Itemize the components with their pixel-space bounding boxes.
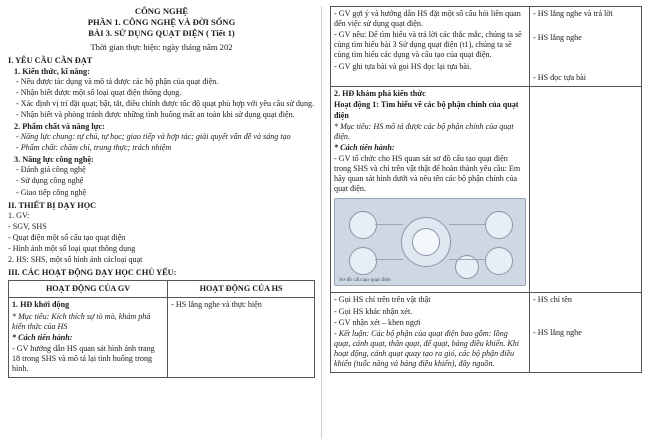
teacher-activity-cell [9, 298, 168, 378]
activity-heading: 2. HĐ khám phá kiến thức [334, 89, 426, 99]
activity-step: - GV tổ chức cho HS quan sát sơ đồ cấu tạo quạt điện trong SHS và chỉ trên vật thật để hoàn thành yêu cầu: Em hãy quan sát hình dưới và nêu tên các bộ phận chính của quạt điện. [334, 153, 521, 194]
callout-line [375, 259, 403, 260]
student-step: - HS chỉ tên [533, 295, 572, 305]
activity-heading: 1. HĐ khởi động [12, 300, 70, 310]
activity-procedure-label: * Cách tiến hành: [334, 142, 395, 152]
techcompetence-item: - Sử dụng công nghệ [16, 176, 84, 186]
table-header-row [9, 281, 315, 298]
teacher-activity-cell [331, 293, 530, 373]
activities-table-continued [330, 6, 642, 373]
equipment-item: 1. GV: [8, 210, 30, 220]
activity-step: - GV nhận xét – khen ngợi [334, 317, 421, 327]
activity-step: - GV hướng dẫn HS quan sát hình ảnh trang 18 trong SHS và mô tả lại tình huống trong hình. [12, 343, 155, 374]
callout-line [449, 224, 485, 225]
table-row [331, 293, 642, 373]
knowledge-item: - Nêu được tác dụng và mô tả được các bộ phận của quạt điện. [16, 76, 219, 86]
fan-part-icon [349, 211, 377, 239]
table-row [9, 298, 315, 378]
section-title-requirements: I. YÊU CẦU CẦN ĐẠT [8, 55, 93, 65]
student-step: - HS lắng nghe và trả lời [533, 9, 613, 18]
quality-item: - Năng lực chung: tự chủ, tự học; giao tiếp và hợp tác; giải quyết vấn đề và sáng tạo [16, 132, 291, 142]
activity-step: - GV ghi tựa bài và gọi HS đọc lại tựa bài. [334, 61, 472, 71]
techcompetence-item: - Đánh giá công nghệ [16, 165, 86, 175]
header-line-3: BÀI 3. SỬ DỤNG QUẠT ĐIỆN ( Tiết 1) [88, 28, 235, 39]
callout-line [375, 224, 403, 225]
section-title-activities: III. CÁC HOẠT ĐỘNG DẠY HỌC CHỦ YẾU: [8, 268, 177, 278]
fan-parts-diagram [334, 198, 526, 286]
activity-step: - Gọi HS khác nhận xét. [334, 306, 413, 316]
fan-part-icon [485, 211, 513, 239]
subsection-techcompetence-title: 3. Năng lực công nghệ: [14, 155, 94, 165]
techcompetence-item: - Giao tiếp công nghệ [16, 187, 87, 197]
document-header [8, 6, 315, 53]
activity-objective: * Mục tiêu: HS mô tả được các bộ phận chính của quạt điện. [334, 121, 514, 141]
subsection-knowledge-title: 1. Kiến thức, kĩ năng: [14, 66, 90, 76]
activity-procedure-label: * Cách tiến hành: [12, 332, 73, 342]
fan-part-icon [349, 247, 377, 275]
right-column [322, 6, 642, 439]
table-row [331, 7, 642, 87]
callout-line [449, 259, 485, 260]
table-row [331, 87, 642, 293]
student-activity-cell [530, 87, 642, 293]
student-activity-cell [168, 298, 315, 378]
student-step: - HS lắng nghe [533, 327, 582, 337]
student-step: - HS lắng nghe và thực hiện [171, 300, 262, 310]
equipment-item: 2. HS: SHS, một số hình ảnh cácloại quạt [8, 255, 143, 265]
fan-part-icon [485, 247, 513, 275]
student-activity-cell [530, 7, 642, 87]
activity-step: - GV nêu: Để tìm hiểu và trả lời các thắc mắc, chúng ta sẽ cùng tìm hiểu bài 3 Sử dụng quạt điện (t1), chúng ta sẽ cùng tìm hiểu các dụng và cấu tạo của quạt điện. [334, 30, 522, 60]
knowledge-item: - Xác định vị trí đặt quạt; bật, tắt, điều chỉnh được tốc độ quạt phù hợp với yêu cầu sử dụng. [16, 98, 315, 108]
quality-item: - Phẩm chất: chăm chỉ, trung thực; trách nhiệm [16, 143, 172, 153]
teacher-activity-cell [331, 7, 530, 87]
section-title-equipment: II. THIẾT BỊ DẠY HỌC [8, 200, 97, 210]
figure-caption: Sơ đồ cấu tạo quạt điện [339, 276, 391, 283]
header-line-2: PHẦN 1. CÔNG NGHỆ VÀ ĐỜI SỐNG [87, 17, 236, 28]
activity-objective: * Mục tiêu: Kích thích sự tò mò, khám phá kiến thức của HS [12, 311, 151, 331]
column-header-student: HOẠT ĐỘNG CỦA HS [168, 281, 315, 298]
equipment-item: - Hình ảnh một số loại quạt thông dụng [8, 244, 136, 253]
activities-table [8, 280, 315, 378]
equipment-item: - SGV, SHS [8, 221, 47, 231]
header-line-1: CÔNG NGHỆ [134, 6, 189, 16]
student-step: - HS đọc tựa bài [533, 73, 586, 83]
knowledge-item: - Nhận biết và phòng tránh được những tình huống mất an toàn khi sử dụng quạt điện. [16, 110, 295, 120]
equipment-item: - Quạt điện một số cấu tạo quạt điện [8, 232, 126, 242]
knowledge-item: - Nhận biết được một số loại quạt điện thông dụng. [16, 87, 182, 97]
header-meta: Thời gian thực hiện: ngày tháng năm 202 [90, 41, 233, 52]
subsection-quality-title: 2. Phẩm chất và năng lực: [14, 122, 105, 132]
activity-subheading: Hoạt động 1: Tìm hiểu về các bộ phận chính của quạt điện [334, 100, 519, 120]
activity-step: - GV gợi ý và hướng dẫn HS đặt một số câu hỏi liên quan đến việc sử dụng quạt điện. [334, 9, 521, 29]
teacher-activity-cell [331, 87, 530, 293]
left-column [8, 6, 322, 439]
student-step: - HS lắng nghe [533, 33, 582, 43]
column-header-teacher: HOẠT ĐỘNG CỦA GV [9, 281, 168, 298]
activity-conclusion: - Kết luận: Các bộ phận của quạt điện bao gồm: lồng quạt, cánh quạt, thân quạt, đế quạt, bảng điều khiển. Khi hoạt động, cánh quạt quay tạo ra gió, các bộ phận điều khiển (tuốc năng và bảng điều khiển), đây nguồn. [334, 328, 520, 369]
activity-step: - Gọi HS chỉ trên trên vật thật [334, 295, 431, 305]
student-activity-cell [530, 293, 642, 373]
